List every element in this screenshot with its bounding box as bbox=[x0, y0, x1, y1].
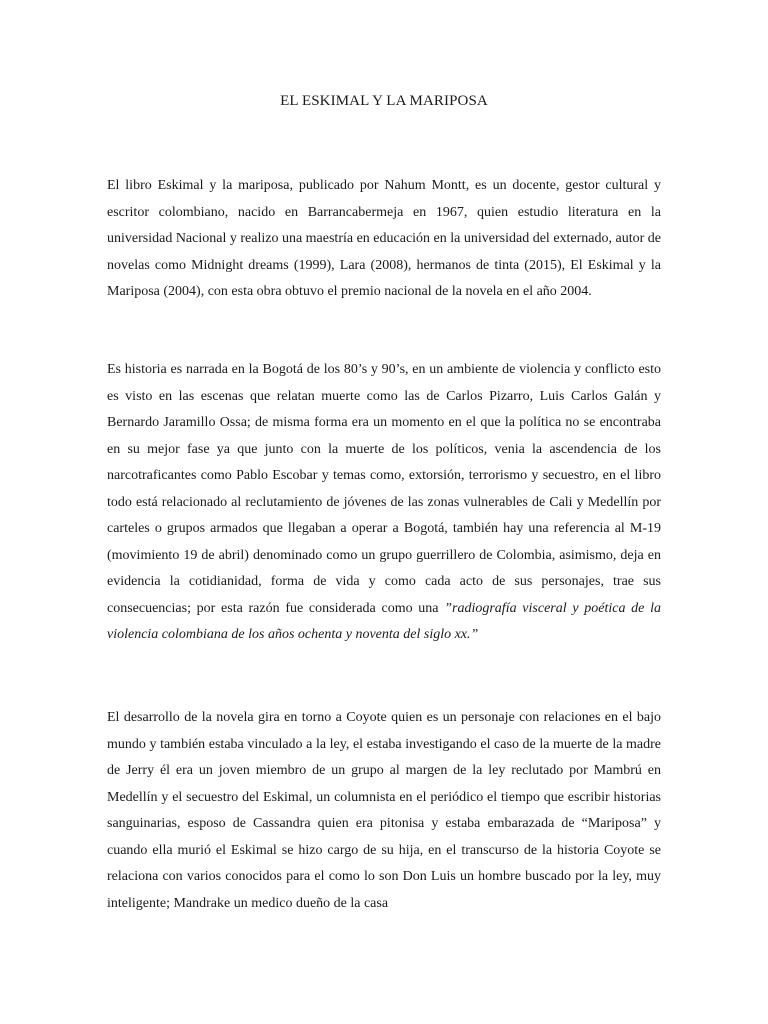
paragraph-context bbox=[107, 357, 661, 649]
paragraph-intro: El libro Eskimal y la mariposa, publicado por Nahum Montt, es un docente, gestor cultural y escritor colombiano, nacido en Barrancabermeja en 1967, quien estudio literatura en la universidad Nacional y realizo una maestría en educación en la universidad del externado, autor de novelas como Midnight dreams (1999), Lara (2008), hermanos de tinta (2015), El Eskimal y la Mariposa (2004), con esta obra obtuvo el premio nacional de la novela en el año 2004. bbox=[107, 178, 661, 299]
paragraph-context-quote: ”radiografía visceral y poética de la violencia colombiana de los años ochenta y noventa del siglo xx.” bbox=[107, 600, 661, 642]
document-title: EL ESKIMAL Y LA MARIPOSA bbox=[280, 93, 488, 109]
paragraph-context-text: Es historia es narrada en la Bogotá de los 80’s y 90’s, en un ambiente de violencia y conflicto esto es visto en las escenas que relatan muerte como las de Carlos Pizarro, Luis Carlos Galán y Bernardo Jaramillo Ossa; de misma forma era un momento en el que la política no se encontraba en su mejor fase ya que junto con la muerte de los políticos, venia la ascendencia de los narcotraficantes como Pablo Escobar y temas como, extorsión, terrorismo y secuestro, en el libro todo está relacionado al reclutamiento de jóvenes de las zonas vulnerables de Cali y Medellín por carteles o grupos armados que llegaban a operar a Bogotá, también hay una referencia al M-19 (movimiento 19 de abril) denominado como un grupo guerrillero de Colombia, asimismo, deja en evidencia la cotidianidad, forma de vida y como cada acto de sus personajes, trae sus consecuencias; por esta razón fue considerada como una bbox=[107, 362, 661, 616]
paragraph-plot: El desarrollo de la novela gira en torno a Coyote quien es un personaje con relaciones en el bajo mundo y también estaba vinculado a la ley, el estaba investigando el caso de la muerte de la madre de Jerry él era un joven miembro de un grupo al margen de la ley reclutado por Mambrú en Medellín y el secuestro del Eskimal, un columnista en el periódico el tiempo que escribir historias sanguinarias, esposo de Cassandra quien era pitonisa y estaba embarazada de “Mariposa” y cuando ella murió el Eskimal se hizo cargo de su hija, en el transcurso de la historia Coyote se relaciona con varios conocidos para el como lo son Don Luis un hombre buscado por la ley, muy inteligente; Mandrake un medico dueño de la casa bbox=[107, 710, 661, 911]
